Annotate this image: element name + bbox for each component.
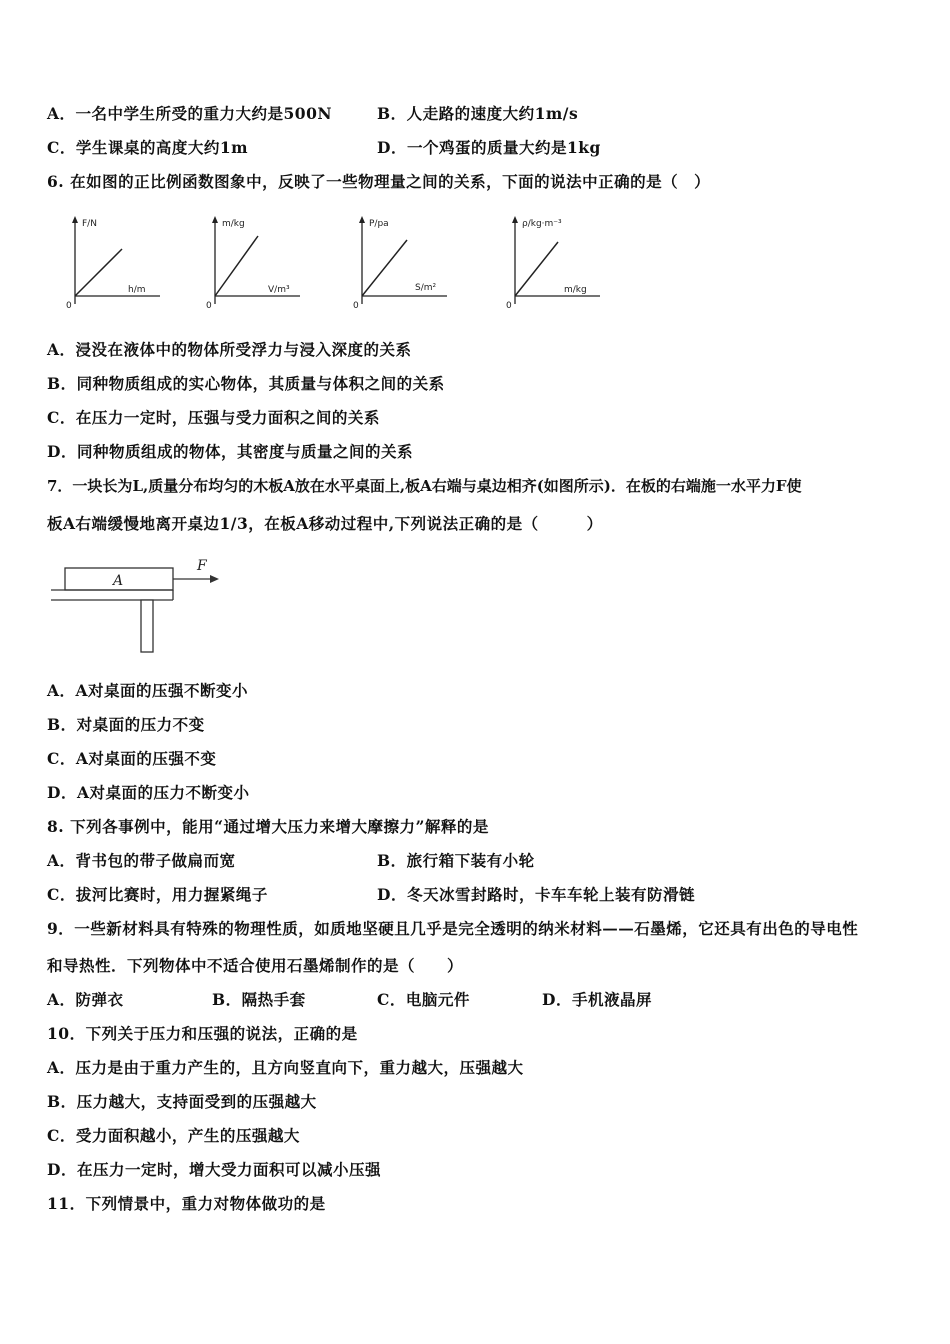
table-leg — [141, 600, 153, 652]
q6-graph-2 — [200, 212, 310, 312]
x-axis-label: S/m² — [415, 283, 437, 293]
q5-option-d: D．一个鸡蛋的质量大约是1kg — [377, 138, 601, 157]
q9-option-a: A．防弹衣 — [47, 990, 124, 1009]
q6-stem: 6. 在如图的正比例函数图象中，反映了一些物理量之间的关系，下面的说法中正确的是（ ） — [47, 172, 711, 191]
q10-option-d: D．在压力一定时，增大受力面积可以减小压强 — [47, 1160, 381, 1179]
q7-option-a: A．A对桌面的压强不断变小 — [47, 681, 249, 700]
y-axis-label: ρ/kg·m⁻³ — [522, 219, 562, 229]
graph-line — [362, 240, 407, 296]
q8-option-a: A．背书包的带子做扁而宽 — [47, 851, 236, 870]
q6-option-a: A．浸没在液体中的物体所受浮力与浸入深度的关系 — [47, 340, 412, 359]
q8-option-d: D．冬天冰雪封路时，卡车车轮上装有防滑链 — [377, 885, 695, 904]
y-axis-label: m/kg — [222, 219, 245, 229]
origin-label: 0 — [506, 301, 512, 311]
q6-option-d: D．同种物质组成的物体，其密度与质量之间的关系 — [47, 442, 413, 461]
q8-option-b: B．旅行箱下装有小轮 — [377, 851, 535, 870]
q10-stem: 10．下列关于压力和压强的说法，正确的是 — [47, 1024, 358, 1043]
q10-option-b: B．压力越大，支持面受到的压强越大 — [47, 1092, 317, 1111]
y-axis-label: P/pa — [369, 219, 389, 229]
q8-option-c: C．拔河比赛时，用力握紧绳子 — [47, 885, 268, 904]
force-arrow-head — [210, 575, 219, 583]
q6-graph-3 — [347, 212, 457, 312]
q9-stem-line1: 9．一些新材料具有特殊的物理性质，如质地坚硬且几乎是完全透明的纳米材料——石墨烯，它还具有出色的导电性 — [47, 919, 859, 938]
q6-option-c: C．在压力一定时，压强与受力面积之间的关系 — [47, 408, 380, 427]
x-axis-label: m/kg — [564, 285, 587, 295]
graph-line — [215, 236, 258, 296]
graph-line — [515, 242, 558, 296]
q9-stem-line2: 和导热性．下列物体中不适合使用石墨烯制作的是（ ） — [47, 956, 464, 975]
q5-option-c: C．学生课桌的高度大约1m — [47, 138, 249, 157]
q9-option-c: C．电脑元件 — [377, 990, 470, 1009]
q10-option-a: A．压力是由于重力产生的，且方向竖直向下，重力越大，压强越大 — [47, 1058, 524, 1077]
graph-line — [75, 249, 122, 296]
q9-option-d: D．手机液晶屏 — [542, 990, 652, 1009]
y-axis-arrow — [512, 216, 518, 223]
q7-stem-line1: 7．一块长为L,质量分布均匀的木板A放在水平桌面上,板A右端与桌边相齐(如图所示)．在板的右端施一水平力F使 — [47, 477, 802, 495]
q6-graph-1 — [60, 212, 170, 312]
y-axis-arrow — [359, 216, 365, 223]
y-axis-label: F/N — [82, 219, 97, 229]
q11-stem: 11．下列情景中，重力对物体做功的是 — [47, 1194, 326, 1213]
origin-label: 0 — [206, 301, 212, 311]
q7-option-d: D．A对桌面的压力不断变小 — [47, 783, 250, 802]
x-axis-label: V/m³ — [268, 285, 290, 295]
origin-label: 0 — [353, 301, 359, 311]
q7-option-c: C．A对桌面的压强不变 — [47, 749, 217, 768]
q7-stem-line2: 板A右端缓慢地离开桌边1/3，在板A移动过程中,下列说法正确的是（ ） — [47, 514, 603, 533]
origin-label: 0 — [66, 301, 72, 311]
q8-stem: 8. 下列各事例中，能用“通过增大压力来增大摩擦力”解释的是 — [47, 817, 489, 836]
q7-board-diagram — [47, 552, 237, 656]
q10-option-c: C．受力面积越小，产生的压强越大 — [47, 1126, 300, 1145]
q5-option-b: B．人走路的速度大约1m/s — [377, 104, 579, 123]
board-label: A — [113, 573, 124, 589]
q7-option-b: B．对桌面的压力不变 — [47, 715, 205, 734]
q5-option-a: A．一名中学生所受的重力大约是500N — [47, 104, 333, 123]
q6-graph-4 — [500, 212, 610, 312]
force-label: F — [197, 558, 207, 574]
q6-option-b: B．同种物质组成的实心物体，其质量与体积之间的关系 — [47, 374, 445, 393]
q9-option-b: B．隔热手套 — [212, 990, 306, 1009]
x-axis-label: h/m — [128, 285, 146, 295]
y-axis-arrow — [72, 216, 78, 223]
y-axis-arrow — [212, 216, 218, 223]
